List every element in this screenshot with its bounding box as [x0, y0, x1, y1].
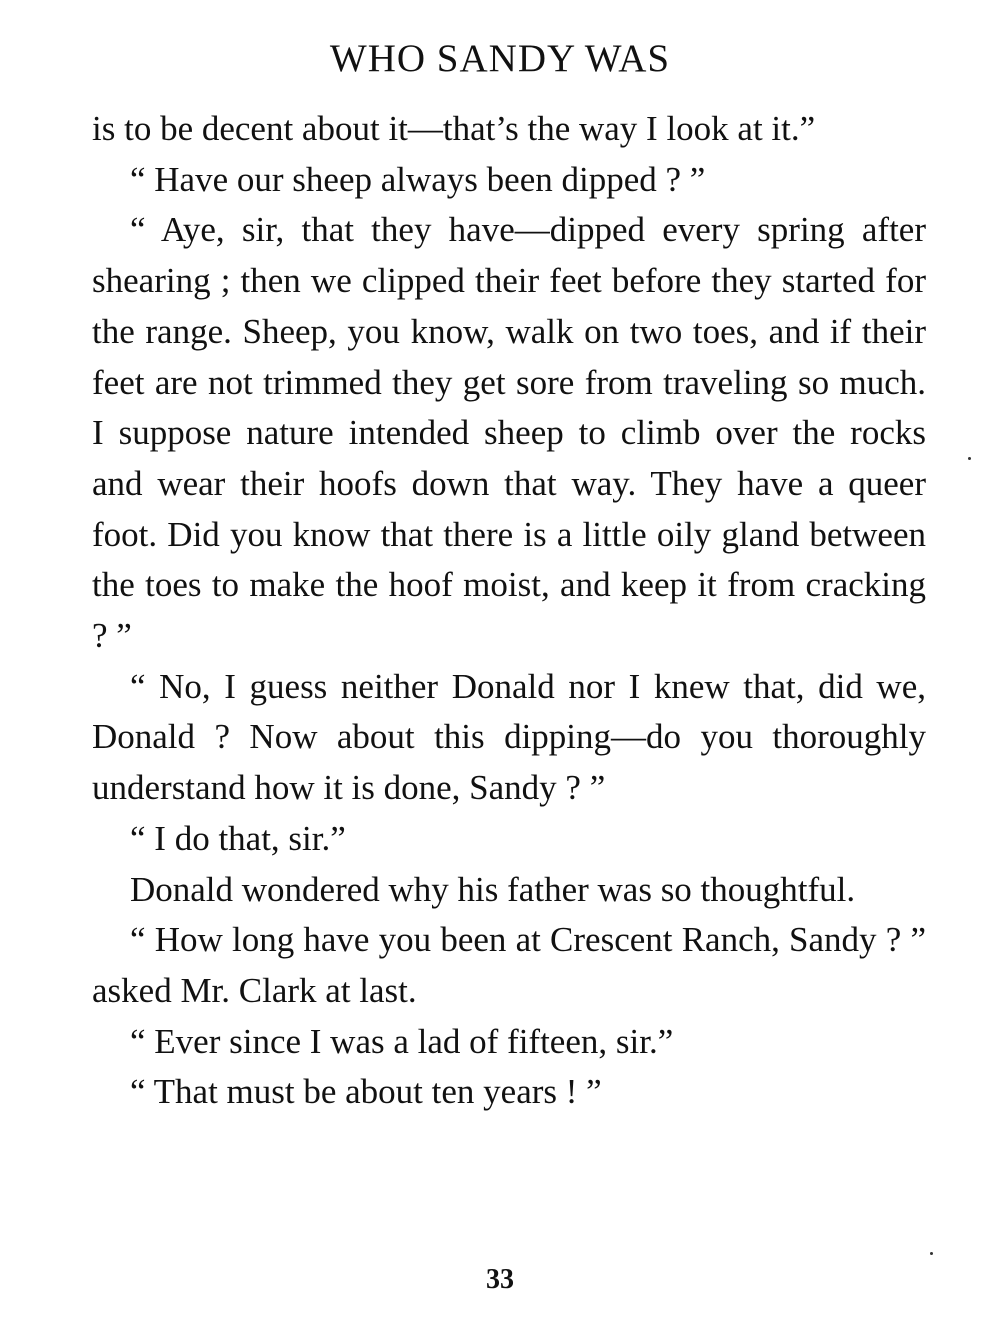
scan-speck [968, 457, 971, 460]
paragraph: Donald wondered why his father was so thoughtful. [130, 869, 856, 909]
paragraph: “ No, I guess neither Donald nor I knew that, did we, Donald ? Now about this dipping—do you thoroughly understand how it is done, Sandy ? ” [92, 666, 926, 808]
paragraph: “ Have our sheep always been dipped ? ” [130, 159, 706, 199]
page-number: 33 [486, 1264, 514, 1295]
body-text [92, 104, 926, 1118]
paragraph: “ That must be about ten years ! ” [130, 1072, 602, 1112]
paragraph: “ I do that, sir.” [130, 818, 346, 858]
paragraph: “ Ever since I was a lad of fifteen, sir.” [130, 1021, 674, 1061]
running-head: WHO SANDY WAS [329, 37, 671, 80]
paragraph: is to be decent about it—that’s the way I look at it.” [92, 109, 816, 148]
paragraph: “ Aye, sir, that they have—dipped every spring after shearing ; then we clipped their feet before they started for the range. Sheep, you know, walk on two toes, and if their feet are not trimmed they get sore from traveling so much. I suppose nature intended sheep to climb over the rocks and wear their hoofs down that way. They have a queer foot. Did you know that there is a little oily gland between the toes to make the hoof moist, and keep it from cracking ? ” [92, 210, 926, 656]
paragraph: “ How long have you been at Crescent Ranch, Sandy ? ” asked Mr. Clark at last. [92, 920, 926, 1010]
scan-speck [930, 1252, 933, 1255]
